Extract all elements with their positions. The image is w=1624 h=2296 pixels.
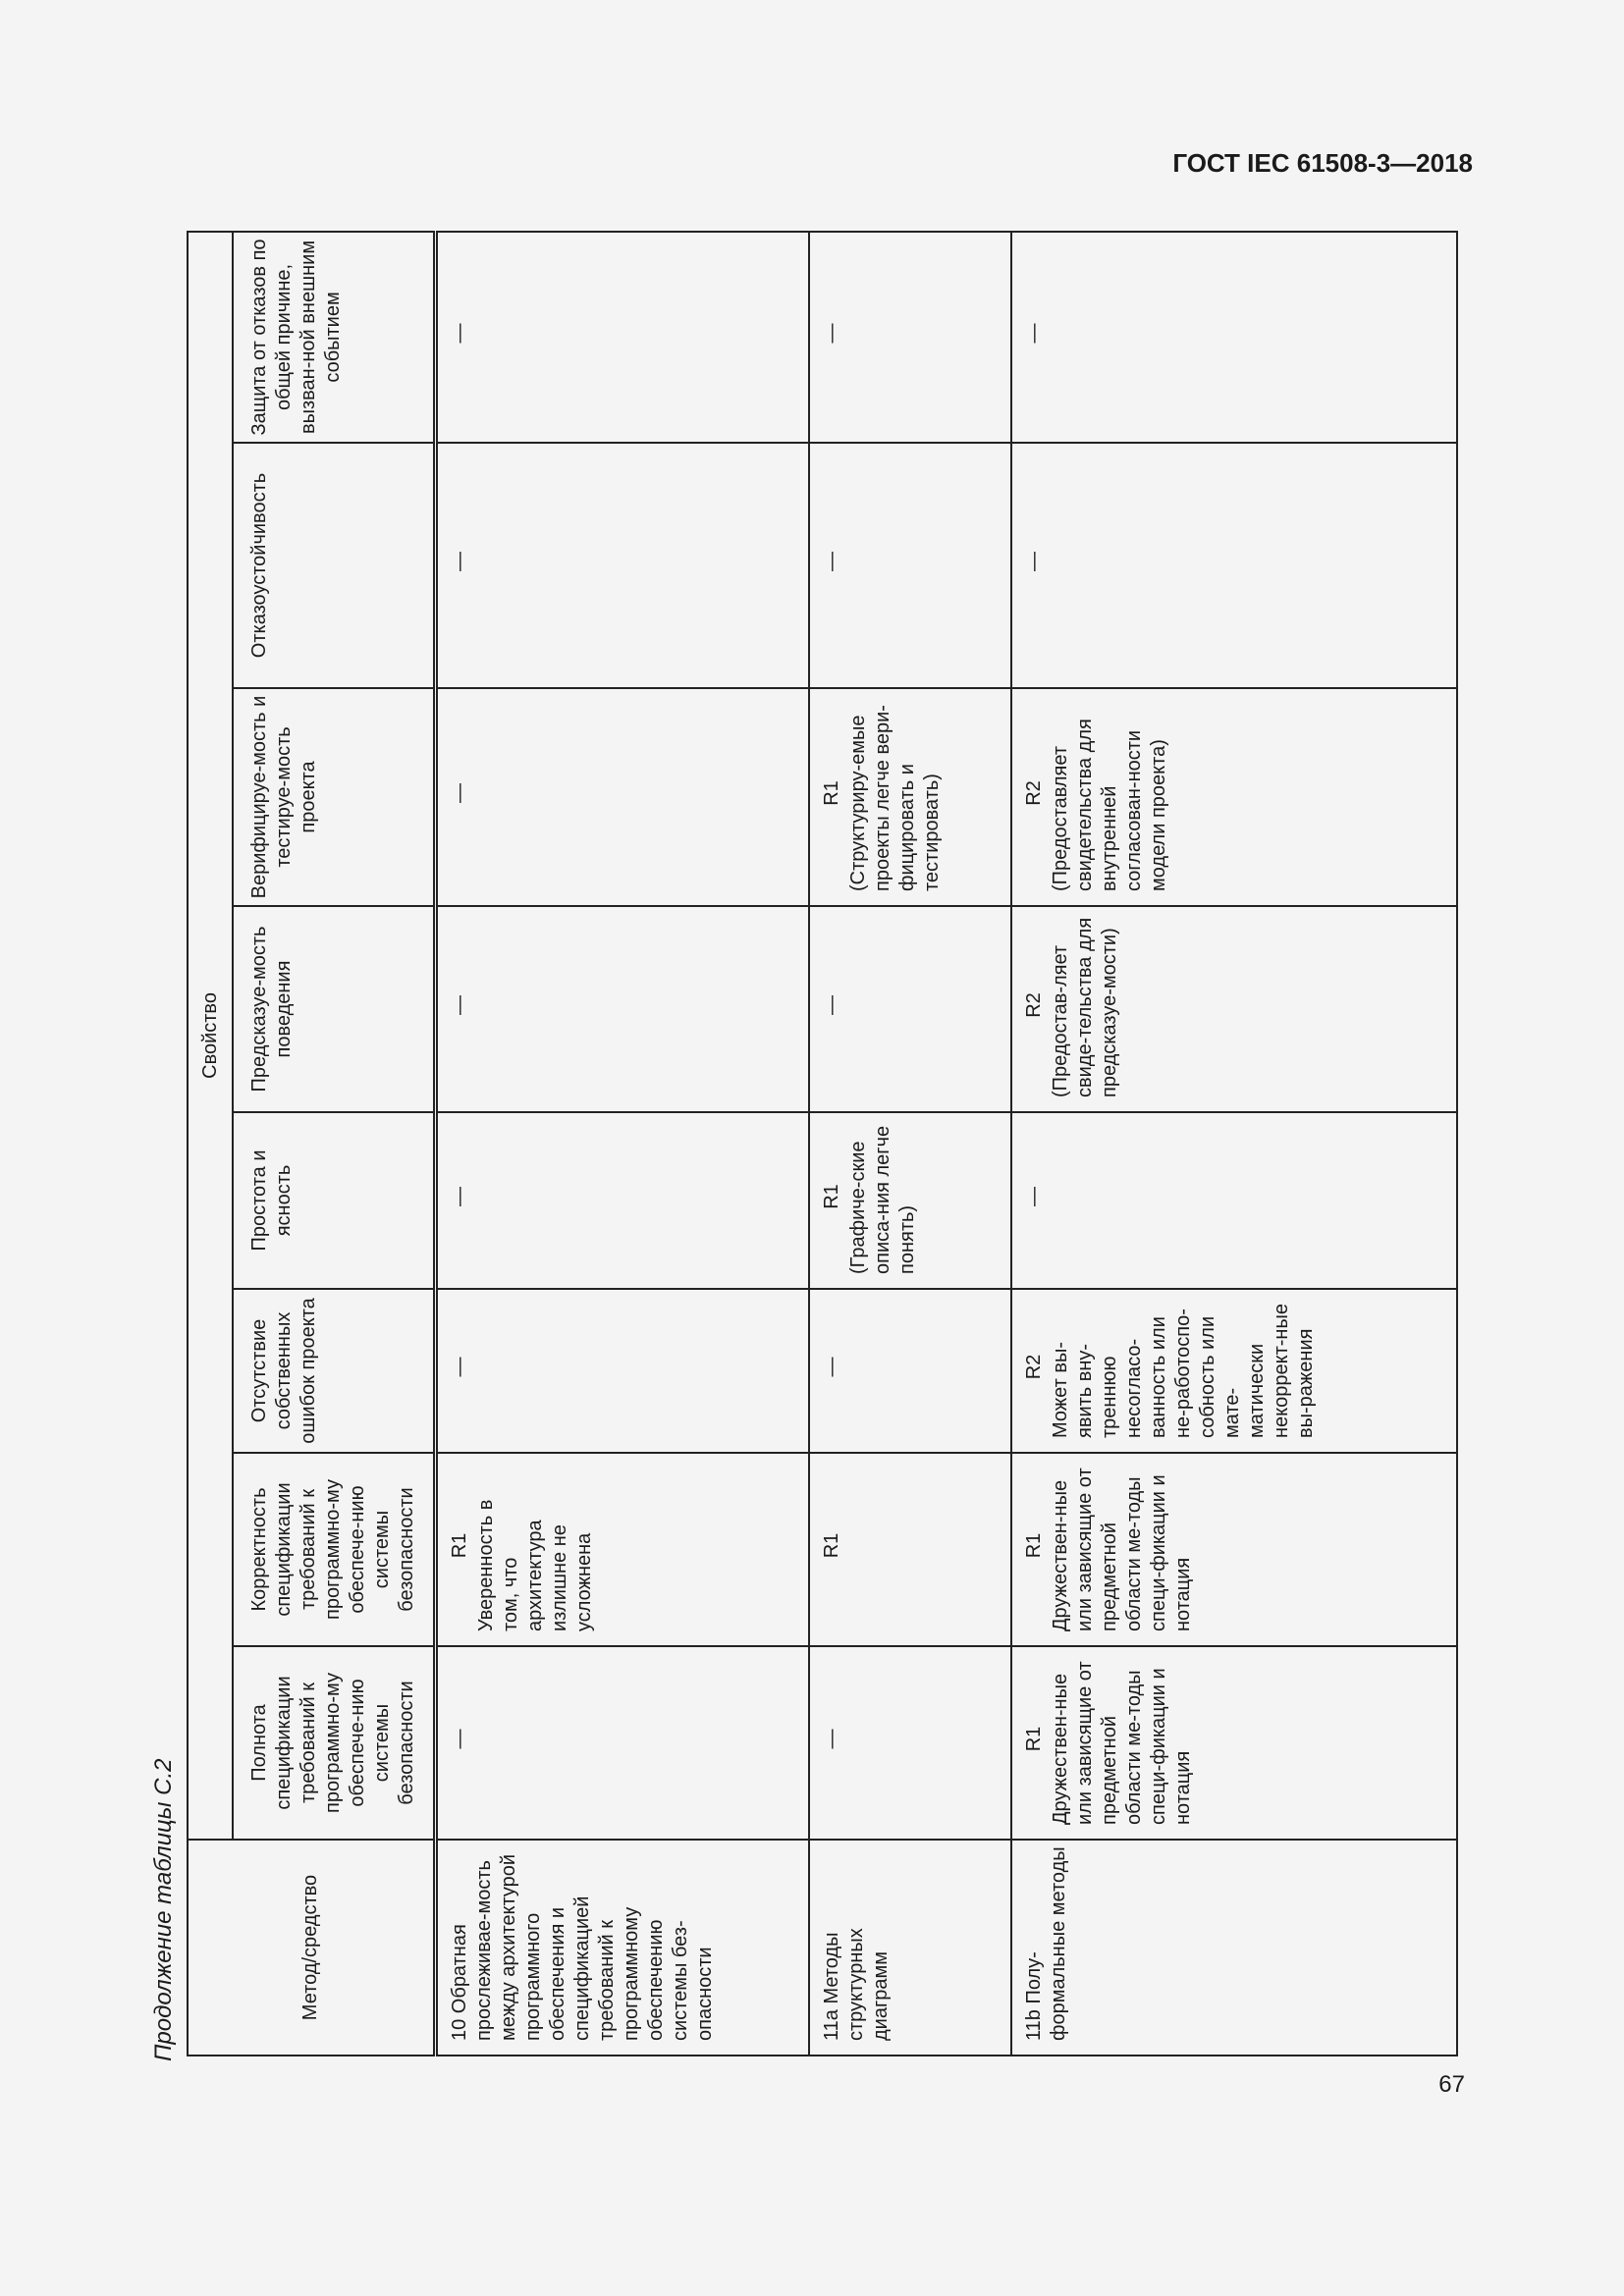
rotated-table-frame [187,233,1455,2056]
rating: R2 [1022,780,1045,806]
rating: — [820,1357,842,1377]
rating: — [449,323,470,344]
rating: — [449,552,470,571]
rating: — [449,1729,470,1749]
rating: R1 [820,1532,842,1559]
rating-cell [809,1289,1011,1453]
rating: — [820,552,842,571]
rating: — [820,323,842,344]
rating-cell [436,688,809,906]
rating: R1 [820,1184,842,1209]
property-header-7: Отказоустойчивость [233,443,436,688]
table-row [809,232,1011,2056]
rating-note: Дружествен-ные или зависящие от предметной области ме-тоды специ-фикации и нотация [1049,1661,1194,1825]
rating-cell [436,1112,809,1289]
rating-cell [1011,443,1457,688]
rating: R1 [449,1532,470,1559]
rating-cell [809,906,1011,1112]
rating-cell [436,232,809,443]
property-header-3: Отсутствие собственных ошибок проекта [233,1289,436,1453]
rating-cell [436,906,809,1112]
rating-note: Может вы-явить вну-треннюю несогласо-ванность или не-работоспо-собность или мате-матически некоррект-ные вы-ражения [1049,1304,1317,1438]
table-row [1011,232,1457,2056]
rating-cell [436,443,809,688]
rating-note: Уверенность в том, что архитектура излишне не усложнена [475,1499,595,1631]
rating: R1 [820,780,842,806]
property-header-5: Предсказуе-мость поведения [233,906,436,1112]
rating: R2 [1022,992,1045,1018]
rating-cell [1011,1289,1457,1453]
method-cell: 10 Обратная прослеживае-мость между архитектурой программного обеспечения и спецификацией требований к программному обеспечению системы без-опасности [436,1840,809,2056]
table-area [187,233,1455,2056]
table-row [436,232,809,2056]
rating: — [820,995,842,1015]
rating: — [1022,323,1045,344]
rating: — [1022,1187,1045,1206]
rating-cell [809,1646,1011,1840]
rating-cell [1011,1453,1457,1646]
rating-note: Дружествен-ные или зависящие от предметной области ме-тоды специ-фикации и нотация [1049,1468,1194,1631]
rating-note: (Графиче-ские описа-ния легче понять) [846,1125,918,1274]
property-header-6: Верифицируе-мость и тестируе-мость проекта [233,688,436,906]
rating-cell [809,1112,1011,1289]
rating: — [449,1357,470,1377]
rating-cell [1011,906,1457,1112]
rating: — [449,1187,470,1206]
rating-note: (Структуриру-емые проекты легче вери-фицировать и тестировать) [846,705,943,891]
table-caption: Продолжение таблицы С.2 [150,1758,177,2061]
rating: — [449,995,470,1015]
page-number: 67 [1438,2071,1465,2098]
rating-cell [1011,1646,1457,1840]
rating-cell [1011,1112,1457,1289]
rating-cell [809,443,1011,688]
rating-cell [1011,232,1457,443]
rating: — [1022,552,1045,571]
property-group-header: Свойство [188,232,233,1840]
rating-cell [1011,688,1457,906]
method-header: Метод/средство [188,1840,436,2056]
rating-note: (Предоставляет свидетельства для внутренней согласован-ности модели проекта) [1049,719,1169,891]
property-header-4: Простота и ясность [233,1112,436,1289]
rating-cell [809,232,1011,443]
rating: R1 [1022,1532,1045,1559]
rating-cell [436,1646,809,1840]
property-header-8: Защита от отказов по общей причине, вызван-ной внешним событием [233,232,436,443]
method-cell: 11b Полу-формальные методы [1011,1840,1457,2056]
rating: — [449,783,470,803]
method-cell: 11a Методы структурных диаграмм [809,1840,1011,2056]
property-header-2: Корректность спецификации требований к программно-му обеспече-нию системы безопасности [233,1453,436,1646]
rating-cell [809,1453,1011,1646]
rating-cell [436,1453,809,1646]
rating: R1 [1022,1726,1045,1752]
document-id: ГОСТ IEC 61508-3—2018 [1172,148,1473,178]
rating-cell [809,688,1011,906]
rating: — [820,1729,842,1749]
rating: R2 [1022,1354,1045,1380]
rating-note: (Предостав-ляет свиде-тельства для предсказуе-мости) [1049,917,1120,1097]
property-header-1: Полнота спецификации требований к программно-му обеспече-нию системы безопасности [233,1646,436,1840]
rating-cell [436,1289,809,1453]
properties-table [187,231,1458,2056]
